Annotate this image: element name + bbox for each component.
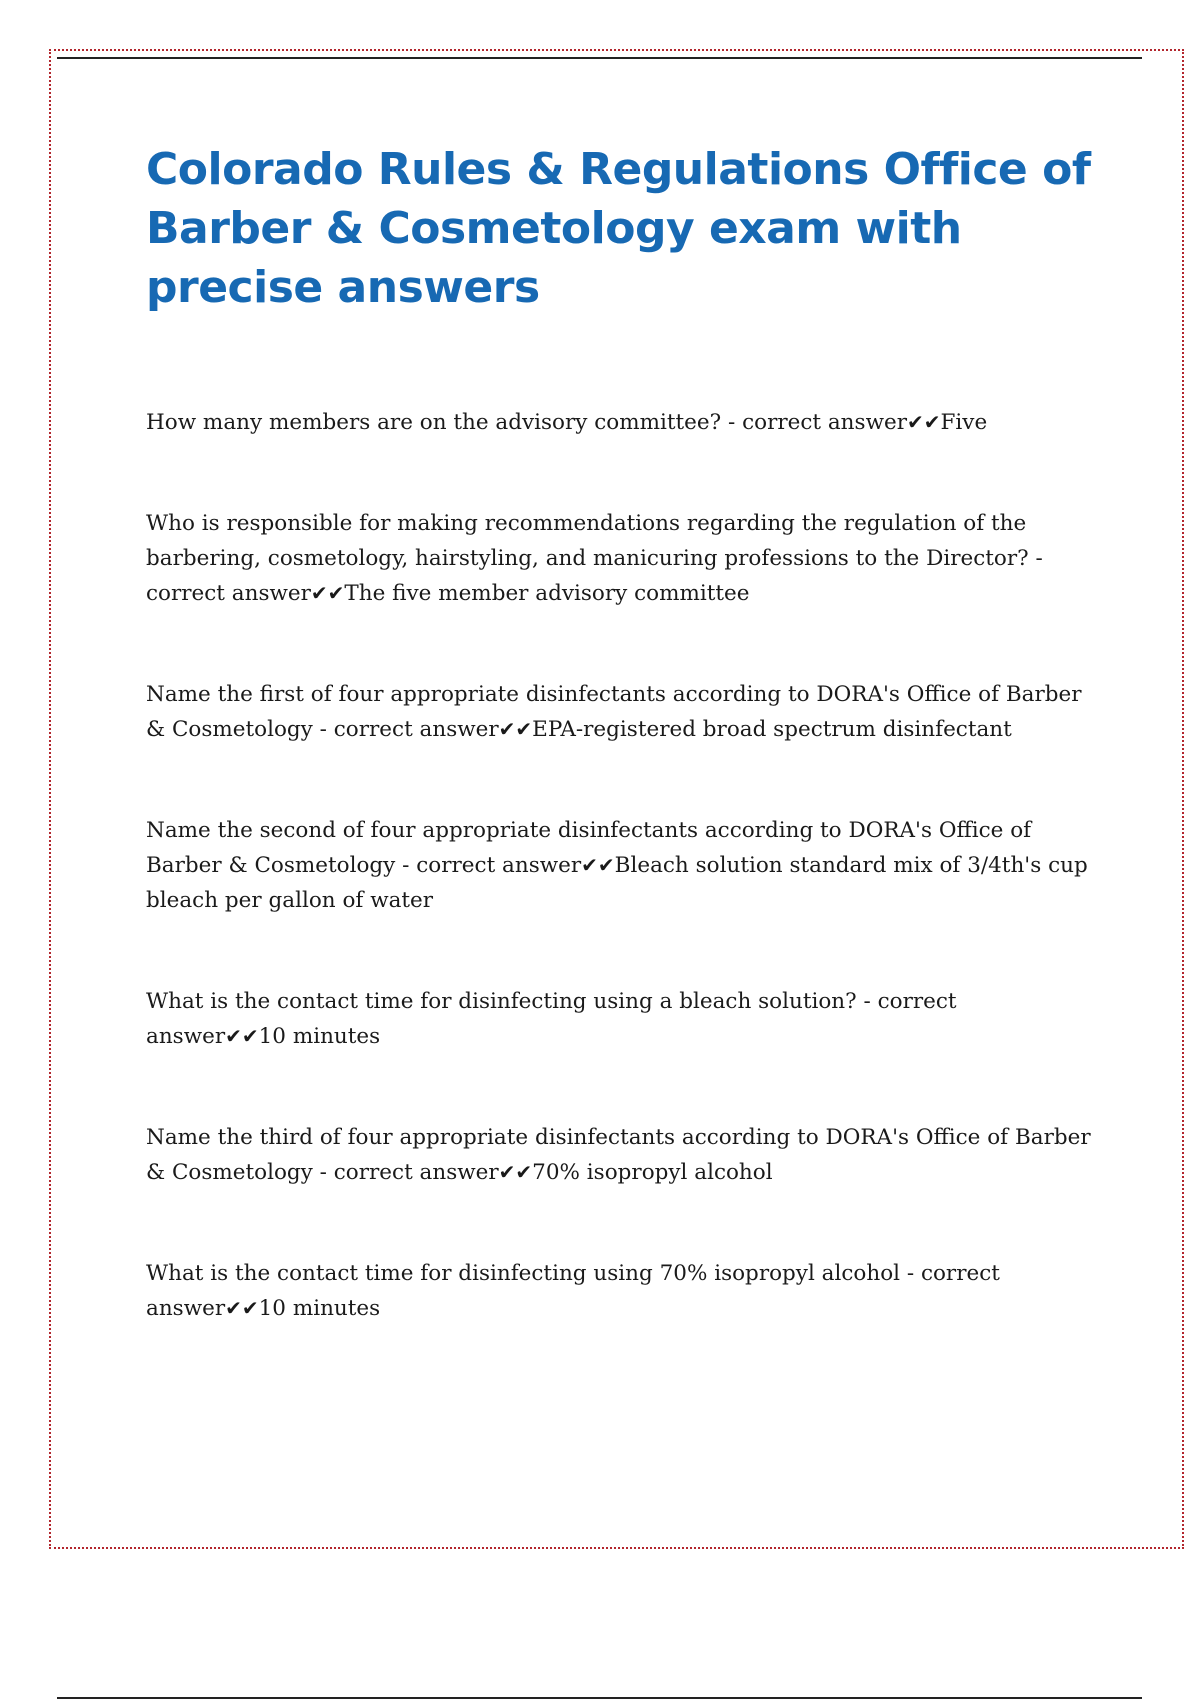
answer-prefix: - correct answer	[721, 410, 907, 435]
answer-text: The five member advisory committee	[344, 581, 750, 606]
qa-item	[146, 405, 1096, 440]
question-text: Name the second of four appropriate disinfectants according to DORA's Office of Barber & Cosmetology	[146, 818, 1032, 878]
check-marks-icon: ✔✔	[581, 853, 615, 877]
answer-text: EPA-registered broad spectrum disinfectant	[532, 717, 1012, 742]
answer-prefix: - correct answer	[146, 1261, 1000, 1321]
qa-item	[146, 1256, 1096, 1326]
answer-prefix: - correct answer	[395, 853, 582, 878]
qa-item	[146, 677, 1096, 747]
document-title: Colorado Rules & Regulations Office of Barber & Cosmetology exam with precise answers	[146, 144, 1091, 313]
answer-text: Bleach solution standard mix of 3/4th's cup bleach per gallon of water	[146, 853, 1088, 913]
document-body	[146, 140, 1096, 1392]
answer-text: 10 minutes	[258, 1296, 381, 1321]
answer-prefix: - correct answer	[146, 989, 957, 1049]
qa-item	[146, 506, 1096, 611]
answer-prefix: - correct answer	[312, 1160, 499, 1185]
answer-text: 70% isopropyl alcohol	[532, 1160, 773, 1185]
check-marks-icon: ✔✔	[225, 1296, 259, 1320]
question-text: Name the third of four appropriate disinfectants according to DORA's Office of Barber & Cosmetology	[146, 1125, 1091, 1185]
question-text: Who is responsible for making recommendations regarding the regulation of the barbering, cosmetology, hairstyling, and manicuring professions to the Director?	[146, 511, 1029, 571]
qa-item	[146, 984, 1096, 1054]
top-rule	[57, 57, 1142, 59]
qa-item	[146, 1120, 1096, 1190]
check-marks-icon: ✔✔	[498, 717, 533, 741]
answer-text: 10 minutes	[258, 1024, 381, 1049]
check-marks-icon: ✔✔	[498, 1160, 533, 1184]
qa-item	[146, 813, 1096, 918]
qa-list	[146, 405, 1096, 1326]
question-text: How many members are on the advisory committee?	[146, 410, 722, 435]
check-marks-icon: ✔✔	[225, 1024, 259, 1048]
answer-prefix: - correct answer	[146, 546, 1043, 606]
question-text: Name the first of four appropriate disinfectants according to DORA's Office of Barber & Cosmetology	[146, 682, 1082, 742]
check-marks-icon: ✔✔	[906, 410, 941, 434]
question-text: What is the contact time for disinfecting using a bleach solution?	[146, 989, 857, 1014]
check-marks-icon: ✔✔	[310, 581, 345, 605]
bottom-rule	[57, 1697, 1142, 1699]
answer-prefix: - correct answer	[312, 717, 499, 742]
answer-text: Five	[940, 410, 988, 435]
question-text: What is the contact time for disinfecting using 70% isopropyl alcohol	[146, 1261, 901, 1286]
